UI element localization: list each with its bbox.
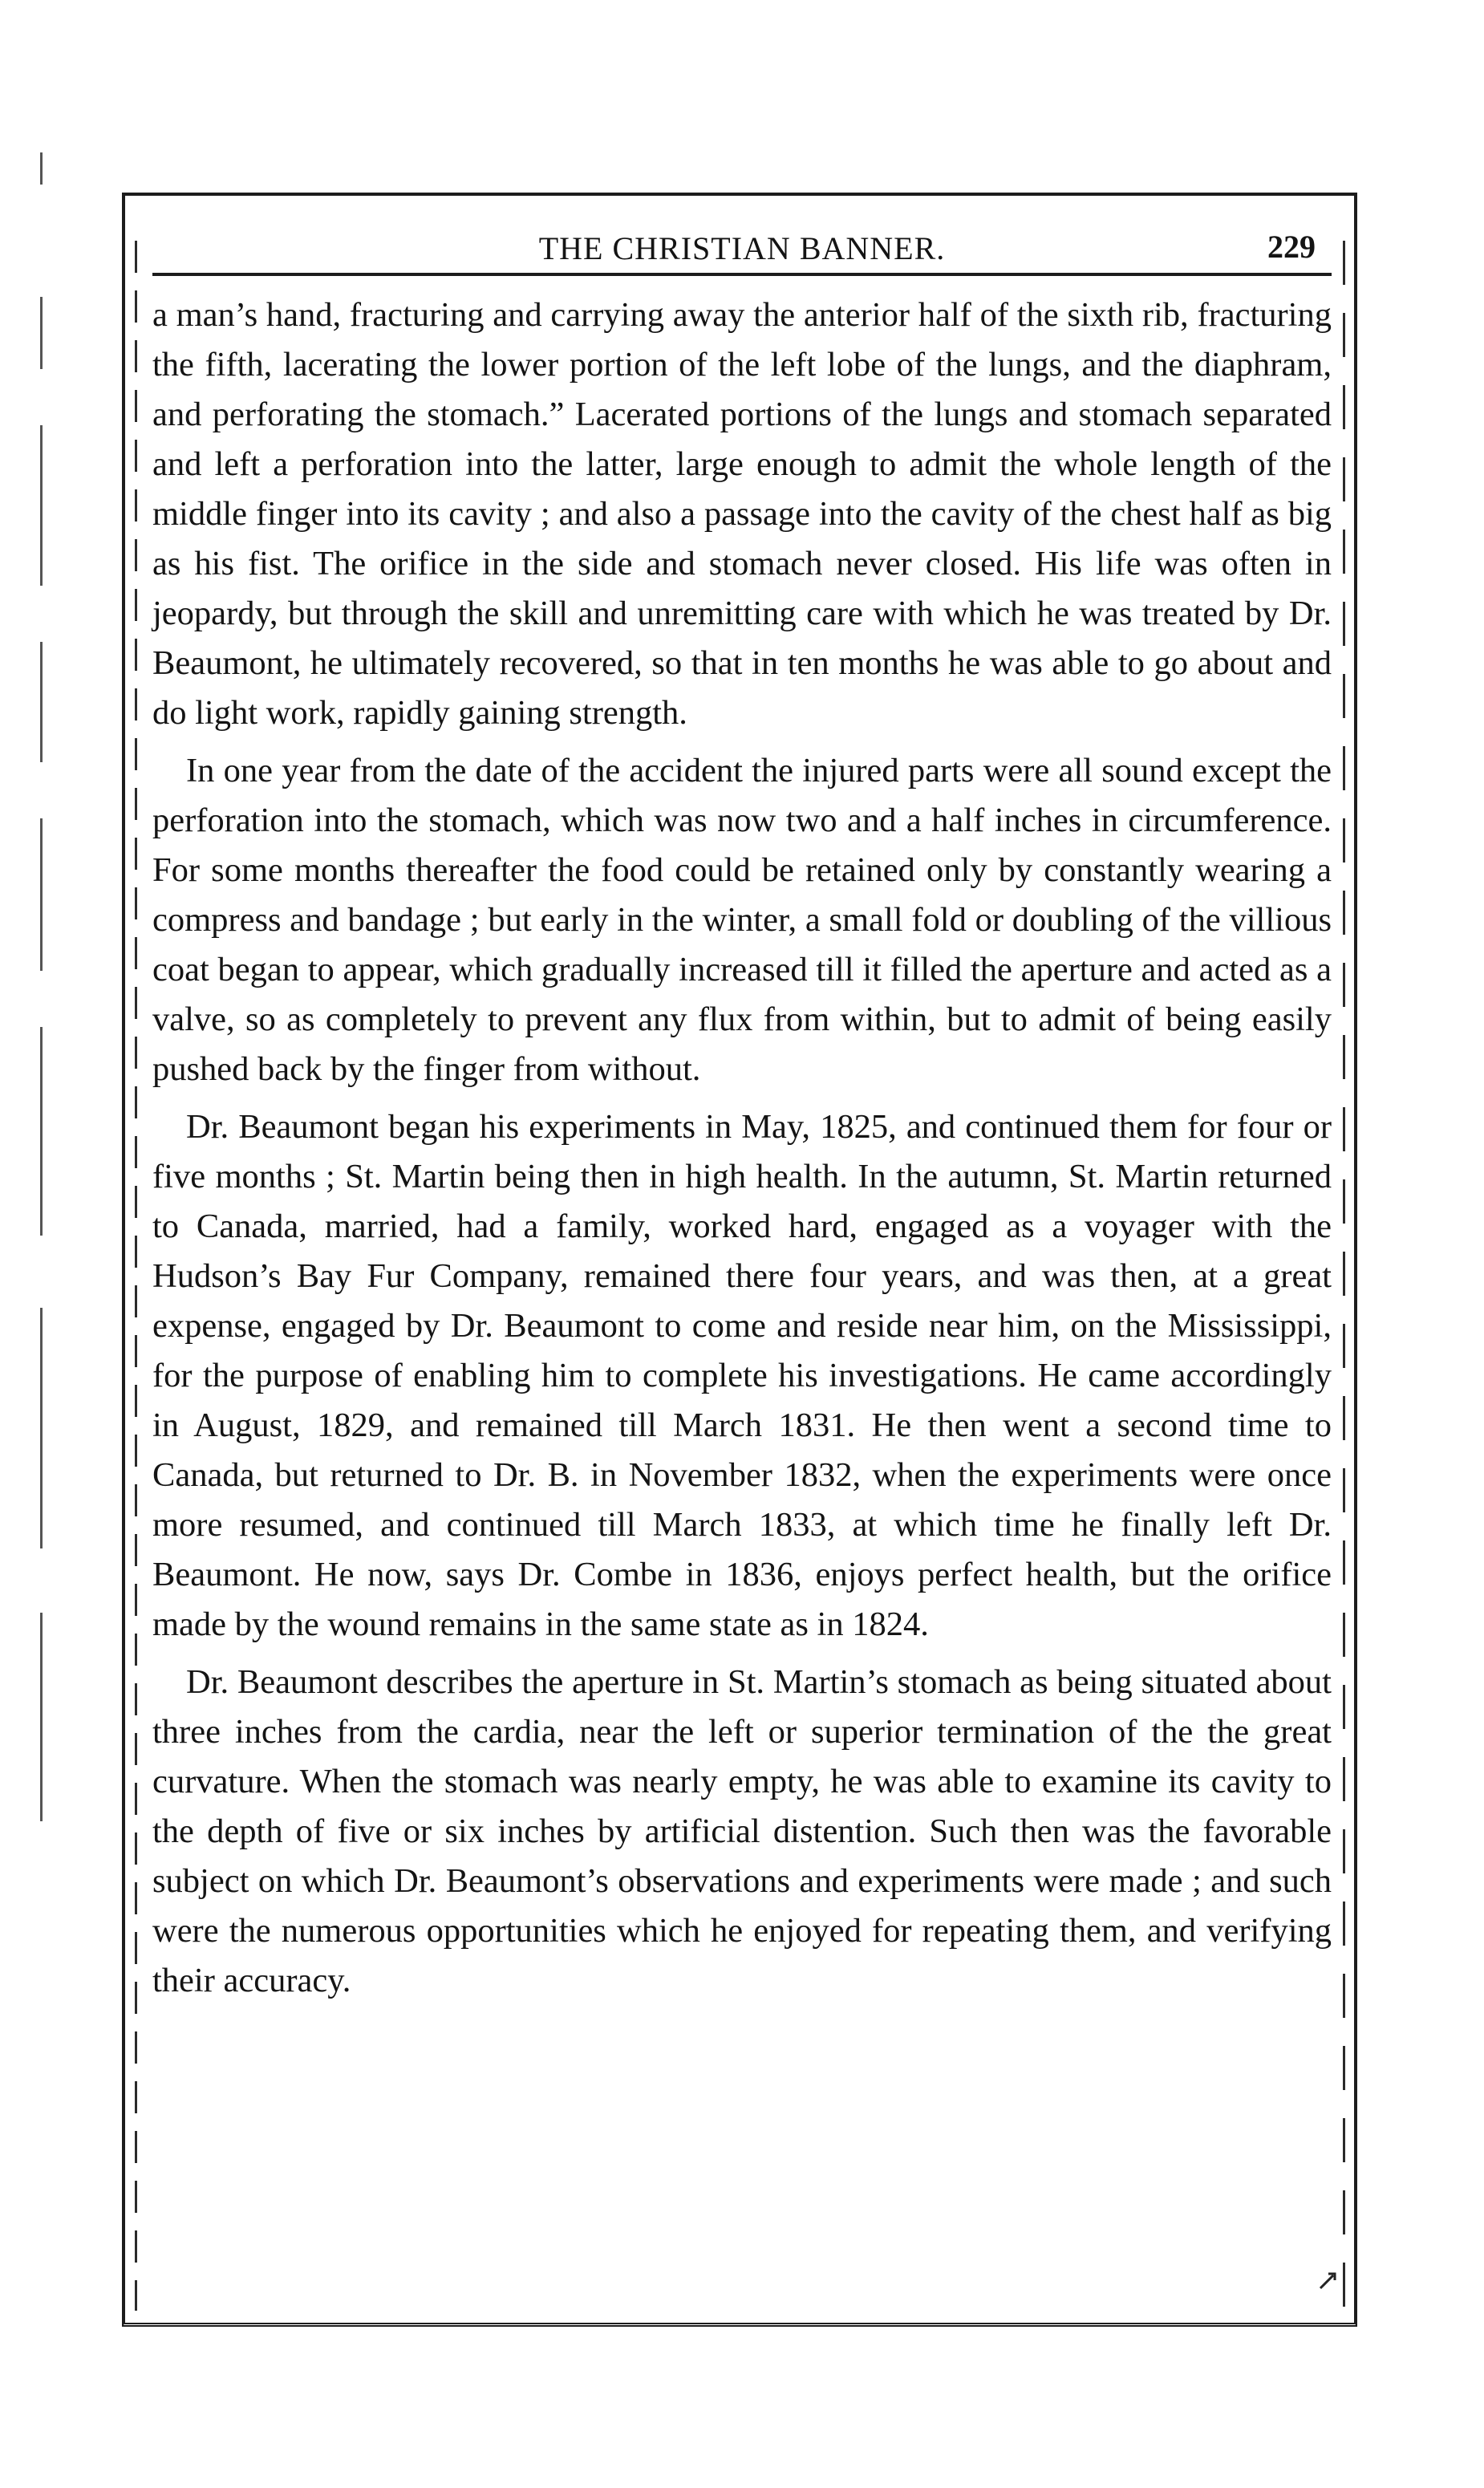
margin-bleed-marks (32, 144, 64, 1910)
printer-mark (1317, 2271, 1338, 2298)
paragraph-continuation: a man’s hand, fracturing and carrying away the anterior half of the sixth rib, fracturing the fifth, lacerating the lower portion of the left lobe of the lungs, and the diaphram, and perforating the stomach.” Lacerated portions of the lungs and stomach separated and left a perforation into the latter, large enough to admit the whole length of the middle finger into its cavity ; and also a passage into the cavity of the chest half as big as his fist. The orifice in the side and stomach never closed. His life was often in jeopardy, but through the skill and unremitting care with which he was treated by Dr. Beaumont, he ultimately recovered, so that in ten months he was able to go about and do light work, rapidly gaining strength. (152, 296, 1332, 732)
article-body (152, 290, 1332, 2014)
running-title: THE CHRISTIAN BANNER. (538, 230, 946, 266)
paragraph-aperture: Dr. Beaumont describes the aperture in St. Martin’s stomach as being situated about three inches from the cardia, near the left or superior termination of the the great curvature. When the stomach was nearly empty, he was able to examine its cavity to the depth of five or six inches by artificial distention. Such then was the favorable subject on which Dr. Beaumont’s observations and experiments were made ; and such were the numerous opportunities which he enjoyed for repeating them, and verifying their accuracy. (152, 1663, 1332, 1999)
page-number: 229 (1267, 229, 1316, 265)
page-header (152, 217, 1332, 276)
inner-rule-left (135, 241, 137, 2311)
paragraph-healing: In one year from the date of the accident the injured parts were all sound except the perforation into the stomach, which was now two and a half inches in circumference. For some months thereafter the food could be retained only by constantly wearing a compress and bandage ; but early in the winter, a small fold or doubling of the villious coat began to appear, which gradually increased till it filled the aperture and acted as a valve, so as completely to prevent any flux from within, but to admit of being easily pushed back by the finger from without. (152, 752, 1332, 1088)
inner-rule-right (1343, 241, 1345, 2311)
paragraph-experiments: Dr. Beaumont began his experiments in May, 1825, and continued them for four or five months ; St. Martin being then in high health. In the autumn, St. Martin returned to Canada, married, had a family, worked hard, engaged as a voyager with the Hudson’s Bay Fur Company, remained there four years, and was then, at a great expense, engaged by Dr. Beaumont to come and reside near him, on the Mississippi, for the purpose of enabling him to complete his investigations. He came accordingly in August, 1829, and remained till March 1831. He then went a second time to Canada, but returned to Dr. B. in November 1832, when the experiments were once more resumed, and continued till March 1833, at which time he finally left Dr. Beaumont. He now, says Dr. Combe in 1836, enjoys perfect health, but the orifice made by the wound remains in the same state as in 1824. (152, 1108, 1332, 1643)
